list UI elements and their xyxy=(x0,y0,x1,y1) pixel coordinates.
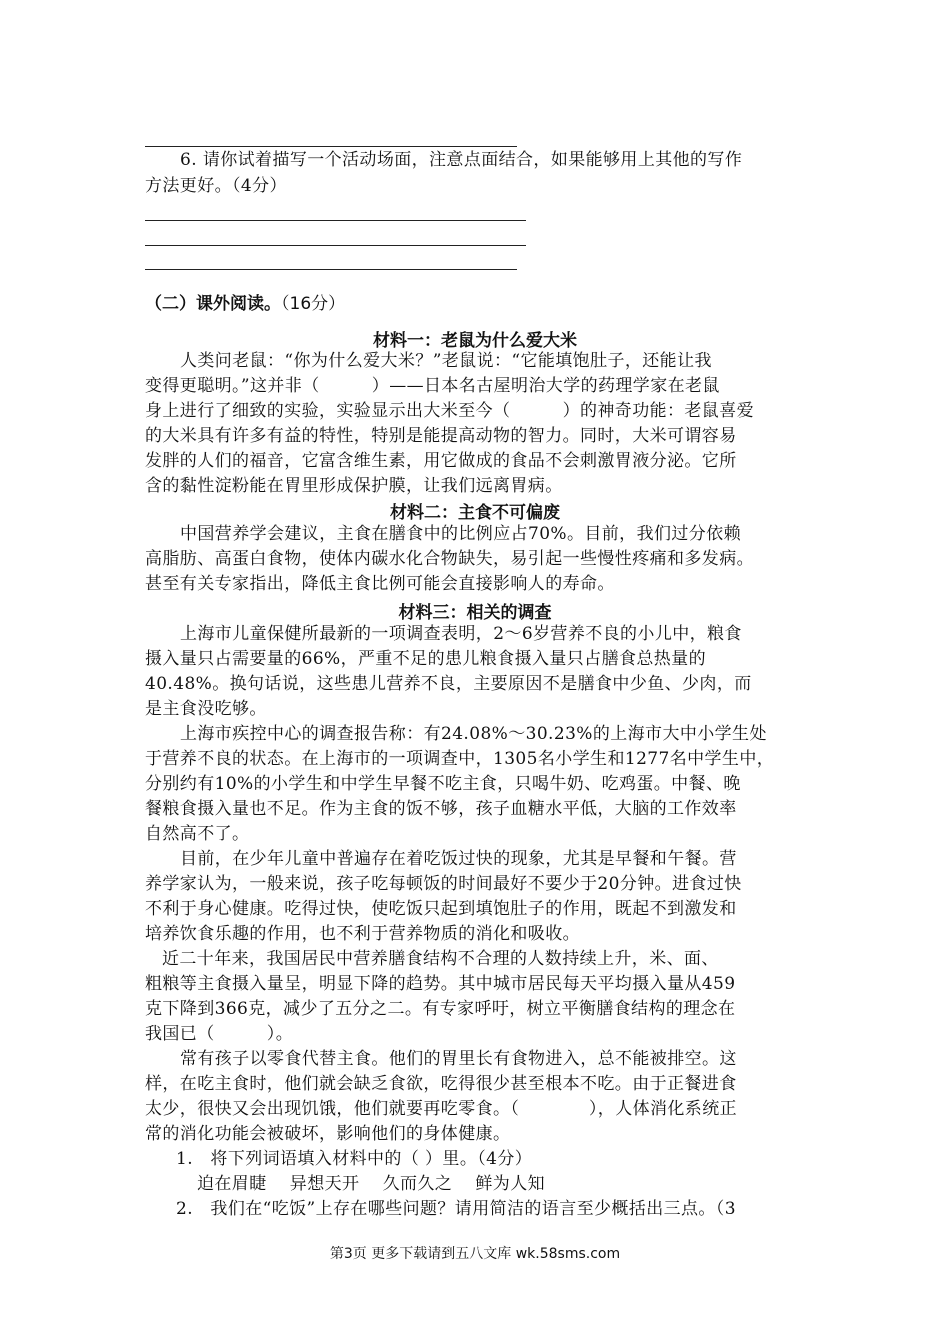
m3-line: 粗粮等主食摄入量呈，明显下降的趋势。其中城市居民每天平均摄入量从459 xyxy=(145,974,736,994)
question-6-line2: 方法更好。（4分） xyxy=(145,176,287,196)
section-heading xyxy=(145,289,345,314)
answer-line-2 xyxy=(145,245,526,246)
m3-line: 太少，很快又会出现饥饿，他们就要再吃零食。（ ），人体消化系统正 xyxy=(145,1099,737,1119)
m3-line: 目前，在少年儿童中普遍存在着吃饭过快的现象，尤其是早餐和午餐。营 xyxy=(180,849,737,869)
m3-line: 克下降到366克，减少了五分之二。有专家呼吁，树立平衡膳食结构的理念在 xyxy=(145,999,736,1019)
m3-line: 上海市儿童保健所最新的一项调查表明，2～6岁营养不良的小儿中，粮食 xyxy=(180,624,742,644)
m2-line: 中国营养学会建议，主食在膳食中的比例应占70%。目前，我们过分依赖 xyxy=(180,524,741,544)
m3-line: 养学家认为，一般来说，孩子吃每顿饭的时间最好不要少于20分钟。进食过快 xyxy=(145,874,742,894)
m3-line: 于营养不良的状态。在上海市的一项调查中，1305名小学生和1277名中学生中， xyxy=(145,749,775,769)
m3-line: 餐粮食摄入量也不足。作为主食的饭不够，孩子血糖水平低，大脑的工作效率 xyxy=(145,799,737,819)
m1-line: 变得更聪明。”这并非（ ）——日本名古屋明治大学的药理学家在老鼠 xyxy=(145,376,720,396)
answer-line-1 xyxy=(145,220,526,221)
m3-line: 常的消化功能会被破坏，影响他们的身体健康。 xyxy=(145,1124,511,1144)
material-2-title: 材料二：主食不可偏废 xyxy=(390,503,560,523)
word-bank: 迫在眉睫 异想天开 久而久之 鲜为人知 xyxy=(197,1174,546,1194)
m3-line: 培养饮食乐趣的作用，也不利于营养物质的消化和吸收。 xyxy=(145,924,580,944)
m1-line: 含的黏性淀粉能在胃里形成保护膜，让我们远离胃病。 xyxy=(145,476,563,496)
m1-line: 发胖的人们的福音，它富含维生素，用它做成的食品不会刺激胃液分泌。它所 xyxy=(145,451,737,471)
question-1: 1. 将下列词语填入材料中的（ ）里。（4分） xyxy=(176,1149,533,1169)
answer-line-3 xyxy=(145,269,517,270)
m2-line: 高脂肪、高蛋白食物，使体内碳水化合物缺失，易引起一些慢性疼痛和多发病。 xyxy=(145,549,754,569)
m3-line: 我国已（ ）。 xyxy=(145,1024,294,1044)
m3-line: 样，在吃主食时，他们就会缺乏食欲，吃得很少甚至根本不吃。由于正餐进食 xyxy=(145,1074,737,1094)
question-2: 2. 我们在“吃饭”上存在哪些问题？请用简洁的语言至少概括出三点。（3 xyxy=(176,1199,736,1219)
m1-line: 人类问老鼠：“你为什么爱大米？”老鼠说：“它能填饱肚子，还能让我 xyxy=(180,351,712,371)
m3-line: 近二十年来，我国居民中营养膳食结构不合理的人数持续上升，米、面、 xyxy=(162,949,719,969)
page-footer: 第3页 更多下载请到五八文库 wk.58sms.com xyxy=(329,1246,621,1262)
m3-line: 常有孩子以零食代替主食。他们的胃里长有食物进入，总不能被排空。这 xyxy=(180,1049,737,1069)
m3-line: 自然高不了。 xyxy=(145,824,250,844)
m1-line: 身上进行了细致的实验，实验显示出大米至今（ ）的神奇功能：老鼠喜爱 xyxy=(145,401,754,421)
material-3-title: 材料三：相关的调查 xyxy=(398,603,552,623)
m3-line: 不利于身心健康。吃得过快，使吃饭只起到填饱肚子的作用，既起不到激发和 xyxy=(145,899,737,919)
section-title: （二）课外阅读。 xyxy=(145,294,281,314)
m3-line: 分别约有10%的小学生和中学生早餐不吃主食，只喝牛奶、吃鸡蛋。中餐、晚 xyxy=(145,774,741,794)
material-1-title: 材料一：老鼠为什么爱大米 xyxy=(373,331,577,351)
m3-line: 40.48%。换句话说，这些患儿营养不良，主要原因不是膳食中少鱼、少肉，而 xyxy=(145,674,752,694)
m2-line: 甚至有关专家指出，降低主食比例可能会直接影响人的寿命。 xyxy=(145,574,615,594)
section-score: （16分） xyxy=(281,294,346,314)
m3-line: 是主食没吃够。 xyxy=(145,699,267,719)
m3-line: 上海市疾控中心的调查报告称：有24.08%～30.23%的上海市大中小学生处 xyxy=(180,724,767,744)
question-6-line1: 6. 请你试着描写一个活动场面，注意点面结合，如果能够用上其他的写作 xyxy=(180,150,743,170)
m1-line: 的大米具有许多有益的特性，特别是能提高动物的智力。同时，大米可谓容易 xyxy=(145,426,737,446)
m3-line: 摄入量只占需要量的66%，严重不足的患儿粮食摄入量只占膳食总热量的 xyxy=(145,649,706,669)
answer-line-top xyxy=(145,146,517,147)
